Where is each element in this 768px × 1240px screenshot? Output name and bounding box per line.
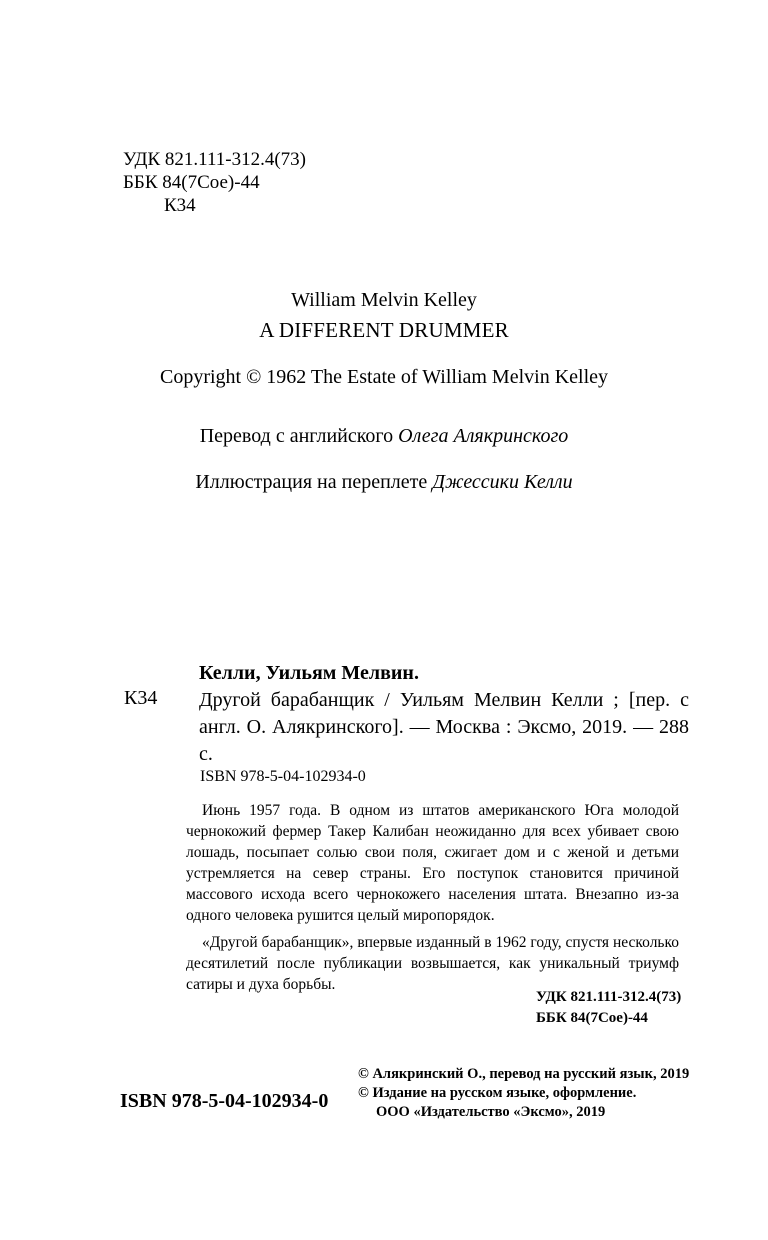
bibliographic-heading: Келли, Уильям Мелвин. — [199, 662, 419, 684]
isbn-footer: ISBN 978-5-04-102934-0 — [120, 1090, 329, 1112]
copyright-publisher: ООО «Издательство «Эксмо», 2019 — [376, 1104, 606, 1120]
annotation-paragraph-1 — [186, 800, 679, 926]
copyright-line: Copyright © 1962 The Estate of William Melvin Kelley — [159, 366, 609, 388]
copyright-translation: © Алякринский О., перевод на русский язык, 2019 — [358, 1066, 690, 1082]
original-author: William Melvin Kelley — [291, 289, 477, 311]
annotation-text: «Другой барабанщик», впервые изданный в 1962 году, спустя несколько десятилетий после публикации возвышается, как уникальный триумф сатиры и духа борьбы. — [186, 934, 679, 993]
author-mark: К34 — [164, 195, 196, 216]
illustration-label: Иллюстрация на переплете — [195, 471, 433, 493]
illustrator-name: Джессики Келли — [432, 471, 573, 493]
translation-label: Перевод с английского — [199, 425, 399, 447]
bibliographic-code: К34 — [124, 687, 158, 709]
bibliographic-description: Другой барабанщик / Уильям Мелвин Келли ; [пер. с англ. О. Алякринского]. — Москва : Эксмо, 2019. — 288 с. — [199, 689, 689, 765]
copyright-notices — [358, 1065, 689, 1122]
annotation-paragraph-2 — [186, 932, 679, 995]
original-title: A DIFFERENT DRUMMER — [259, 318, 509, 342]
footer-bbk: ББК 84(7Сое)-44 — [536, 1010, 648, 1026]
classification-codes — [123, 148, 306, 217]
translator-name: Олега Алякринского — [398, 425, 569, 447]
udk-code: УДК 821.111-312.4(73) — [123, 149, 306, 170]
footer-udk: УДК 821.111-312.4(73) — [536, 989, 682, 1005]
translation-credit — [0, 425, 768, 448]
copyright-edition: © Издание на русском языке, оформление. — [358, 1085, 637, 1101]
illustration-credit — [0, 471, 768, 494]
isbn-inline: ISBN 978-5-04-102934-0 — [200, 768, 366, 785]
annotation-text: Июнь 1957 года. В одном из штатов американского Юга молодой чернокожий фермер Такер Калибан неожиданно для всех убивает свою лошадь, посыпает солью свои поля, сжигает дом и с женой и детьми устремляется на север страны. Его поступок становится причиной массового исхода всего чернокожего населения штата. Внезапно из-за одного человека рушится целый миропорядок. — [186, 802, 679, 924]
bbk-code: ББК 84(7Сое)-44 — [123, 172, 260, 193]
footer-classification — [536, 987, 681, 1029]
